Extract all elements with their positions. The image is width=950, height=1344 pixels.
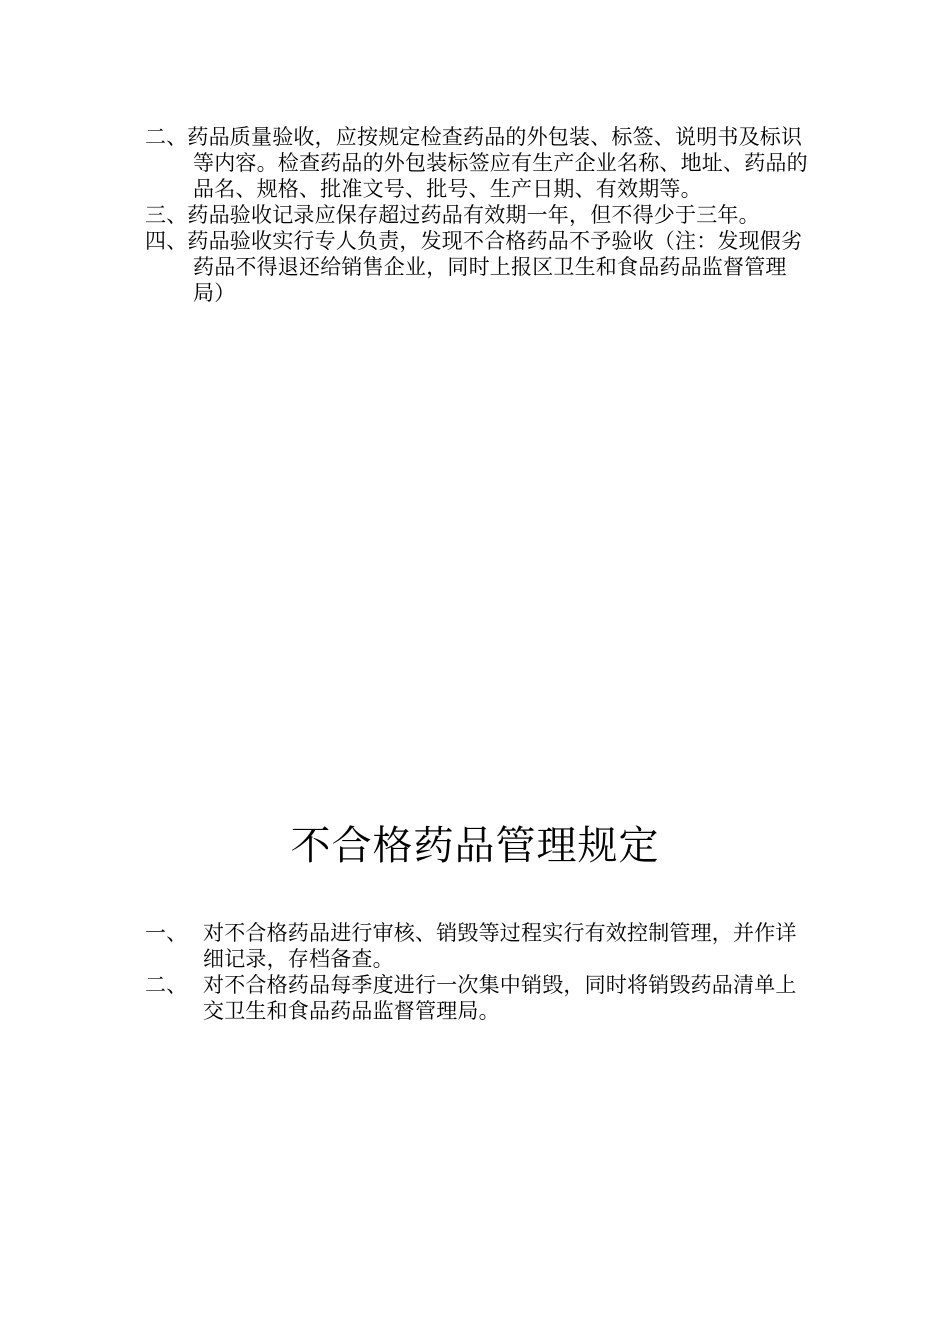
list-item xyxy=(145,920,815,972)
unqualified-drug-rules-list xyxy=(145,920,815,1024)
page-title: 不合格药品管理规定 xyxy=(290,823,660,869)
list-item-number: 二、 xyxy=(145,973,188,997)
list-item-text: 对不合格药品每季度进行一次集中销毁，同时将销毁药品清单上交卫生和食品药品监督管理局。 xyxy=(203,973,797,1023)
list-item-number: 一、 xyxy=(145,921,188,945)
list-item-text: 对不合格药品进行审核、销毁等过程实行有效控制管理，并作详细记录，存档备查。 xyxy=(203,921,797,971)
list-item xyxy=(145,972,815,1024)
list-item: 四、药品验收实行专人负责，发现不合格药品不予验收（注：发现假劣药品不得退还给销售企业，同时上报区卫生和食品药品监督管理局） xyxy=(145,229,803,305)
acceptance-rules-list xyxy=(145,124,815,306)
list-item: 二、药品质量验收，应按规定检查药品的外包装、标签、说明书及标识等内容。检查药品的外包装标签应有生产企业名称、地址、药品的品名、规格、批准文号、批号、生产日期、有效期等。 xyxy=(145,125,808,201)
list-item: 三、药品验收记录应保存超过药品有效期一年，但不得少于三年。 xyxy=(145,203,760,227)
